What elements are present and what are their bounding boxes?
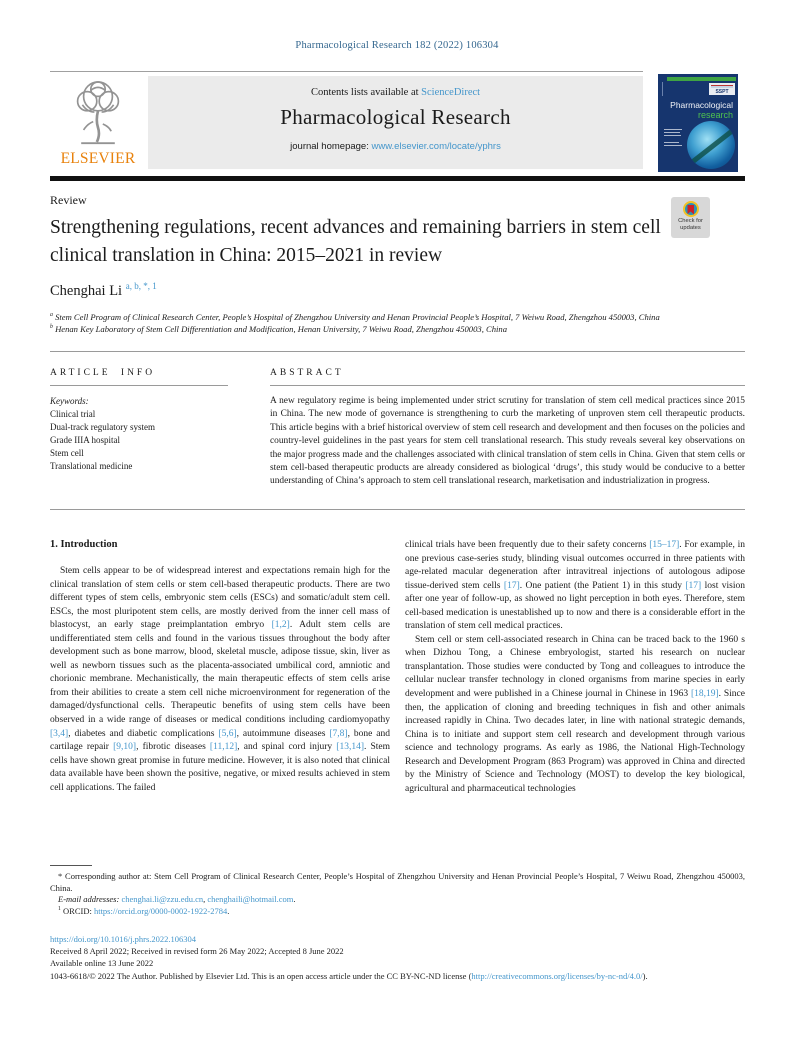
check-updates-icon	[683, 201, 699, 217]
text-run: ).	[642, 970, 648, 981]
footnote-divider	[50, 865, 92, 866]
homepage-line	[148, 141, 643, 152]
received-dates: Received 8 April 2022; Received in revised form 26 May 2022; Accepted 8 June 2022	[50, 946, 344, 957]
journal-homepage-link[interactable]: www.elsevier.com/locate/yphrs	[371, 141, 501, 152]
masthead-band	[148, 76, 643, 169]
citation-link[interactable]: [13,14]	[336, 742, 364, 753]
text-run: 1043-6618/© 2022 The Author. Published by Elsevier Ltd. This is an open access article under the CC BY-NC-ND license (	[50, 970, 472, 981]
article-info-heading: ARTICLE INFO	[50, 368, 156, 378]
abstract-text: A new regulatory regime is being implemented under strict scrutiny for translation of stem cell medical practices since 2015 in China. The new mode of governance is strengthening to curb the marketing of unproven stem cell therapeutic products. This article begins with a brief historical overview of stem cell research and development and then focuses on the policies and country-level guidelines in the past years for stem cell translational research. This study reveals several key observations on the major progress made and the challenges associated with clinical translation of stem cells in China. Given that stem cells or stem cell-based therapeutic products are already considered as biological ‘drugs’, this study would be conducive to a better understanding of China’s approach to stem cell translational research, marketisation and industrialization in progress.	[270, 396, 745, 487]
intro-paragraph-2	[405, 634, 745, 797]
text-run: b	[50, 323, 53, 330]
text-run: . Since then, the application of cloning and breeding techniques in fish and other animals increased rapidly in China. Two decades later, in line with national strategic demands, China is to initiate and support stem cell research and development through various science and technology programs. As early as 1986, the National High-Technology Research and Development Program (863 Program) was approved in China and directed by the Ministry of Science and Technology (MOST) to develop the key biological, agricultural and pharmaceutical technologies	[405, 689, 745, 794]
keyword-item: Grade IIIA hospital	[50, 435, 120, 445]
check-updates-label: Check for updates	[678, 218, 703, 231]
license-link[interactable]: http://creativecommons.org/licenses/by-nc-nd/4.0/	[471, 970, 643, 981]
text-run: ,	[203, 894, 208, 905]
citation-link[interactable]: [11,12]	[209, 742, 238, 753]
citation-link[interactable]: [15–17]	[649, 540, 680, 550]
intro-paragraph-1-continued	[405, 539, 745, 634]
text-run: 1	[58, 905, 61, 912]
intro-paragraph-1	[50, 565, 390, 795]
footnotes	[50, 871, 745, 917]
text-run: .	[227, 905, 230, 916]
body-column-left	[50, 565, 390, 795]
orcid-link[interactable]: https://orcid.org/0000-0002-1922-2784	[93, 905, 228, 916]
text-run: E-mail addresses:	[58, 894, 122, 905]
citation-link[interactable]: [9,10]	[113, 742, 137, 753]
text-run: . Adult stem cells are undifferentiated stem cells and found in the various tissues throughout the body after development such as bone marrow, blood, skeletal muscle, adipose tissue, skin, liver as well as newborn tissues such as the placenta-associated umbilical cord, amniotic and chorionic membrane. Mechanistically, the main therapeutic effects of stem cells arise from their abilities to create a stem cell niche microenvironment for regeneration of the damaged/dysfunctional cells. Therapeutic benefits of using stem cells have been observed in a wide range of diseases or medical conditions including cardiomyopathy	[50, 620, 390, 726]
keywords-block	[50, 395, 228, 473]
orcid-note	[50, 906, 745, 918]
abstract-bottom-divider	[50, 509, 745, 510]
text-run: a	[50, 312, 53, 319]
contents-line	[148, 87, 643, 98]
article-info-column	[50, 368, 228, 473]
text-run: Chenghai Li	[50, 283, 126, 299]
abstract-rule	[270, 385, 745, 386]
keyword-item: Stem cell	[50, 448, 84, 458]
article-title: Strengthening regulations, recent advances and remaining barriers in stem cell clinical translation in China: 2015–2021 in review	[50, 217, 661, 266]
top-divider	[50, 71, 643, 72]
text-run: , fibrotic diseases	[136, 742, 210, 753]
author-line	[50, 283, 157, 300]
citation-link[interactable]: [7,8]	[329, 728, 348, 739]
journal-reference: Pharmacological Research 182 (2022) 106304	[295, 40, 499, 51]
affiliation-b	[50, 324, 745, 336]
text-run: , autoimmune diseases	[236, 728, 330, 739]
text-run: . One patient (the Patient 1) in this study	[519, 580, 686, 591]
keywords-label: Keywords:	[50, 396, 89, 406]
text-run: , and spinal cord injury	[237, 742, 337, 753]
section-divider	[50, 351, 745, 352]
text-run: Stem Cell Program of Clinical Research Center, People’s Hospital of Zhengzhou University and Henan Provincial People’s Hospital, 7 Weiwu Road, Zhengzhou 450003, China	[52, 312, 660, 322]
journal-cover-thumbnail	[658, 74, 738, 172]
text-run: journal homepage:	[290, 141, 372, 152]
available-online: Available online 13 June 2022	[50, 958, 154, 969]
cover-sspt-badge: SSPT	[709, 83, 735, 95]
email-link-1[interactable]: chenghai.li@zzu.edu.cn	[121, 894, 204, 905]
cover-green-strip	[667, 77, 736, 81]
abstract-column	[270, 368, 745, 489]
email-addresses-note	[50, 894, 745, 906]
text-run: ORCID:	[60, 905, 94, 916]
journal-name: Pharmacological Research	[280, 105, 511, 129]
publication-footer	[50, 933, 745, 982]
citation-link[interactable]: [18,19]	[690, 689, 719, 700]
text-run: . Stem cells have shown great promise in future medicine. However, it is also noted that clinical data available have been shown the positive, negative, or mixed results achieved in stem cell applications. The failed	[50, 742, 391, 793]
cover-cell-image	[687, 121, 735, 169]
keyword-item: Translational medicine	[50, 461, 133, 471]
text-run: , bone and cartilage repair	[50, 728, 390, 753]
abstract-heading: ABSTRACT	[270, 368, 344, 378]
keyword-item: Dual-track regulatory system	[50, 422, 155, 432]
citation-link[interactable]: [17]	[685, 580, 702, 591]
text-run: lost vision after one year of follow-up, as showed no light perception in both eyes. Therefore, stem cell-based medication is unestablished up to now and there is a considerable effort in the translation of stem cell medical practices.	[405, 580, 746, 632]
text-run: * Corresponding author at: Stem Cell Program of Clinical Research Center, People’s Hospital of Zhengzhou University and Henan Provincial People’s Hospital, 7 Weiwu Road, Zhengzhou 450003, China.	[50, 871, 745, 893]
citation-link[interactable]: [3,4]	[50, 728, 69, 739]
issn-license-line	[50, 970, 745, 982]
cover-mini-chart	[711, 85, 733, 88]
masthead	[50, 74, 745, 172]
cover-title-line2: research	[697, 110, 733, 120]
author-superscripts[interactable]: a, b, *, 1	[125, 281, 157, 292]
introduction-heading: 1. Introduction	[50, 539, 118, 550]
cover-issn-block	[662, 82, 670, 96]
text-run: Stem cells appear to be of widespread interest and expectations remain high for the clinical translation of stem cells or stem cell-based therapeutic products. There are two different types of stem cells, embryonic stem cells (ESCs) and somatic/adult stem cell. ESCs, the most pluripotent stem cells, are mostly derived from the inner cell mass of blastocyst, an early stage preimplantation embryo	[50, 566, 390, 631]
text-run: Contents lists available at	[310, 87, 422, 98]
citation-link[interactable]: [5,6]	[218, 728, 237, 739]
affiliations	[50, 312, 745, 336]
citation-link[interactable]: [1,2]	[271, 620, 290, 631]
bookmark-icon	[687, 205, 694, 215]
text-run: , diabetes and diabetic complications	[68, 728, 219, 739]
text-run: .	[293, 894, 296, 905]
body-column-right	[405, 539, 745, 796]
text-run: . For example, in one previous case-series study, blinding visual outcomes occurred in three patients with age-related macular degeneration after intravitreal injections of autologous adipose tissue-derived stem cells	[405, 540, 745, 591]
text-run: Stem cell or stem cell-associated research in China can be traced back to the 1960 s when Dizhou Tong, a Chinese embryologist, started his research on nuclear transplantation. Those studies were conducted by Tong and colleagues to introduce the cellular nuclear transfer technology in cloned organisms from marine species in early development and were published in a Chinese journal in Chinese in 1963	[405, 634, 745, 700]
keyword-item: Clinical trial	[50, 409, 96, 419]
elsevier-logo	[50, 76, 146, 172]
affiliation-a	[50, 312, 745, 324]
elsevier-wordmark: ELSEVIER	[60, 150, 136, 167]
article-info-rule	[50, 385, 228, 386]
text-run: clinical trials have been frequently due to their safety concerns	[405, 540, 650, 550]
text-run: Henan Key Laboratory of Stem Cell Differentiation and Modification, Henan University, 7 Weiwu Road, Zhengzhou 450003, China	[52, 323, 508, 334]
sciencedirect-link[interactable]: ScienceDirect	[421, 87, 481, 98]
article-type-label: Review	[50, 193, 87, 207]
doi-link[interactable]: https://doi.org/10.1016/j.phrs.2022.106304	[50, 934, 197, 944]
citation-link[interactable]: [17]	[503, 580, 520, 591]
cover-image-streak	[687, 121, 735, 167]
email-link-2[interactable]: chenghaili@hotmail.com	[207, 894, 294, 905]
elsevier-tree-icon	[61, 76, 135, 148]
cover-title-line1: Pharmacological	[670, 100, 733, 110]
masthead-black-bar	[50, 176, 745, 181]
corresponding-author-note	[50, 871, 745, 894]
